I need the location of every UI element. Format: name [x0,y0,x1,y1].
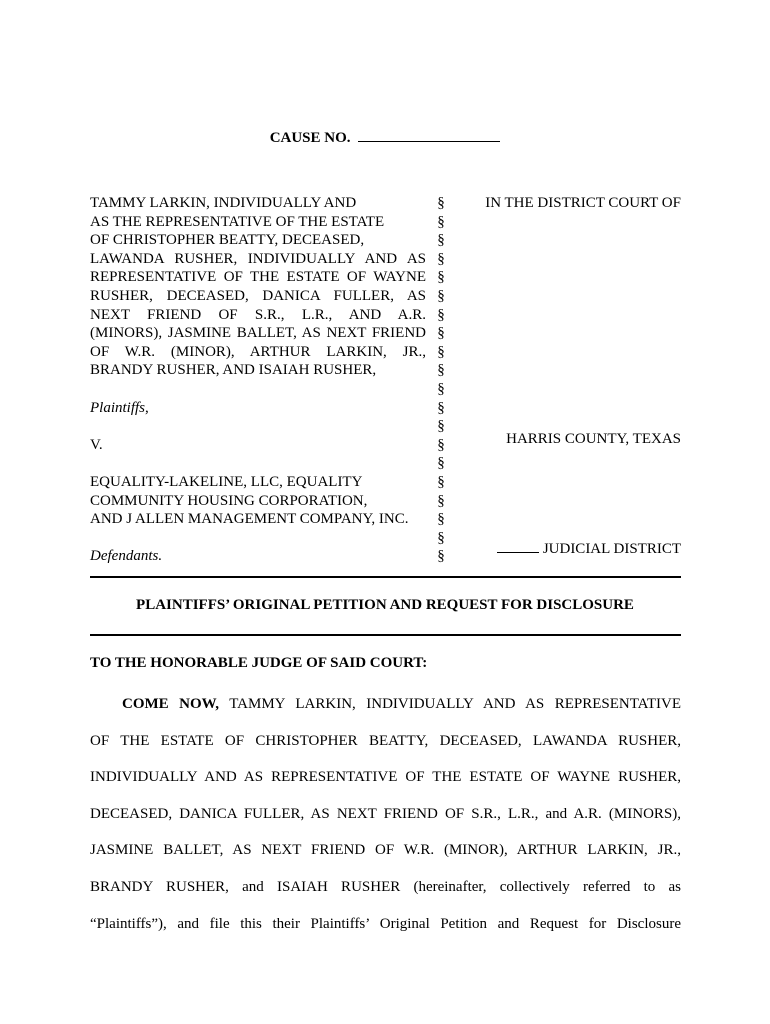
body-line: COME NOW, TAMMY LARKIN, INDIVIDUALLY AND AS REPRESENTATIVE [122,696,681,712]
plaintiffs-line: NEXT FRIEND OF S.R., L.R., AND A.R. [90,306,426,323]
body-line: OF THE ESTATE OF CHRISTOPHER BEATTY, DECEASED, LAWANDA RUSHER, [90,732,681,749]
section-symbol: § [437,436,445,453]
plaintiffs-names [90,194,426,380]
plaintiffs-line: LAWANDA RUSHER, INDIVIDUALLY AND AS [90,250,426,267]
section-symbol: § [437,455,445,472]
section-symbol: § [437,250,445,267]
cause-label: CAUSE NO. [269,130,351,146]
section-symbol: § [437,473,445,490]
body-line: DECEASED, DANICA FULLER, AS NEXT FRIEND OF S.R., L.R., and A.R. (MINORS), [90,805,681,822]
body-line: JASMINE BALLET, AS NEXT FRIEND OF W.R. (MINOR), ARTHUR LARKIN, JR., [90,842,681,859]
plaintiffs-line: OF W.R. (MINOR), ARTHUR LARKIN, JR., [90,343,426,360]
section-symbol: § [437,380,445,397]
judicial-district: JUDICIAL DISTRICT [497,539,681,559]
body-line: “Plaintiffs”), and file this their Plaintiffs’ Original Petition and Request for Disclosure [90,915,681,932]
court-name: IN THE DISTRICT COURT OF [485,195,681,211]
salutation: TO THE HONORABLE JUDGE OF SAID COURT: [90,655,428,671]
body-line: INDIVIDUALLY AND AS REPRESENTATIVE OF THE ESTATE OF WAYNE RUSHER, [90,769,681,786]
defendants-line: EQUALITY-LAKELINE, LLC, EQUALITY [90,473,363,490]
section-symbol: § [437,418,445,435]
section-symbol: § [437,362,445,379]
plaintiffs-line: AS THE REPRESENTATIVE OF THE ESTATE [90,213,385,230]
body-lead: COME NOW, [122,696,219,712]
defendants-line: COMMUNITY HOUSING CORPORATION, [90,492,368,509]
section-symbol-column [434,194,448,566]
cause-number [0,127,770,147]
section-symbol: § [437,195,445,211]
section-symbol: § [437,306,445,323]
section-symbol: § [437,269,445,286]
defendants-label: Defendants. [90,548,163,565]
divider-bottom [90,634,681,636]
versus: V. [90,436,103,453]
section-symbol: § [437,492,445,509]
body-line: BRANDY RUSHER, and ISAIAH RUSHER (hereinafter, collectively referred to as [90,878,681,895]
plaintiffs-line: (MINORS), JASMINE BALLET, AS NEXT FRIEND [90,325,426,342]
plaintiffs-line: OF CHRISTOPHER BEATTY, DECEASED, [90,232,365,249]
section-symbol: § [437,399,445,416]
petition-body [90,686,681,942]
section-symbol: § [437,287,445,304]
section-symbol: § [437,213,445,230]
district-number-blank [497,539,539,553]
defendants-line: AND J ALLEN MANAGEMENT COMPANY, INC. [90,511,409,528]
plaintiffs-line: TAMMY LARKIN, INDIVIDUALLY AND [90,195,357,211]
defendants-names [90,473,426,529]
petition-title: PLAINTIFFS’ ORIGINAL PETITION AND REQUEST FOR DISCLOSURE [136,597,634,613]
plaintiffs-label: Plaintiffs, [90,399,149,416]
section-symbol: § [437,232,445,249]
divider-top [90,576,681,578]
section-symbol: § [437,511,445,528]
case-caption [90,194,681,564]
section-symbol: § [437,343,445,360]
county-name: HARRIS COUNTY, TEXAS [506,431,681,447]
parties-column [90,194,426,566]
cause-number-blank [358,127,500,142]
section-symbol: § [437,548,445,565]
plaintiffs-line: REPRESENTATIVE OF THE ESTATE OF WAYNE [90,269,426,286]
plaintiffs-line: BRANDY RUSHER, AND ISAIAH RUSHER, [90,362,377,379]
plaintiffs-line: RUSHER, DECEASED, DANICA FULLER, AS [90,287,426,304]
section-symbol: § [437,325,445,342]
section-symbol: § [437,529,445,546]
